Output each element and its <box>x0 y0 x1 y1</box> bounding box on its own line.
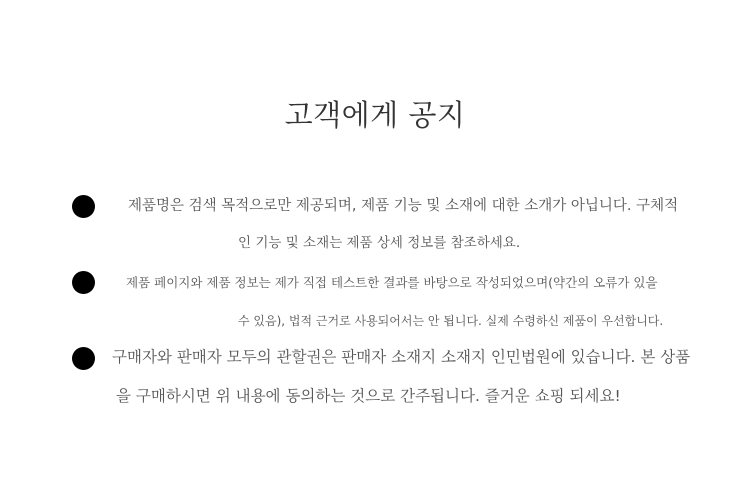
notice-item-2-line-2: 수 있음), 법적 근거로 사용되어서는 안 됩니다. 실제 수령하신 제품이 우선합니다. <box>238 314 664 328</box>
bullet-icon <box>72 195 95 218</box>
notice-item-2-line-1: 제품 페이지와 제품 정보는 제가 직접 테스트한 결과를 바탕으로 작성되었으며(약간의 오류가 있을 <box>126 275 658 290</box>
bullet-icon <box>72 271 95 294</box>
notice-item-3-line-1: 구매자와 판매자 모두의 관할권은 판매자 소재지 소재지 인민법원에 있습니다. 본 상품 <box>112 348 691 366</box>
notice-title: 고객에게 공지 <box>284 98 466 132</box>
notice-item-1-line-2: 인 기능 및 소재는 제품 상세 정보를 참조하세요. <box>238 235 521 251</box>
bullet-icon <box>72 347 95 370</box>
notice-item-1-line-1: 제품명은 검색 목적으로만 제공되며, 제품 기능 및 소재에 대한 소개가 아닙니다. 구체적 <box>128 198 679 214</box>
notice-item-3-line-2: 을 구매하시면 위 내용에 동의하는 것으로 간주됩니다. 즐거운 쇼핑 되세요! <box>116 387 621 405</box>
